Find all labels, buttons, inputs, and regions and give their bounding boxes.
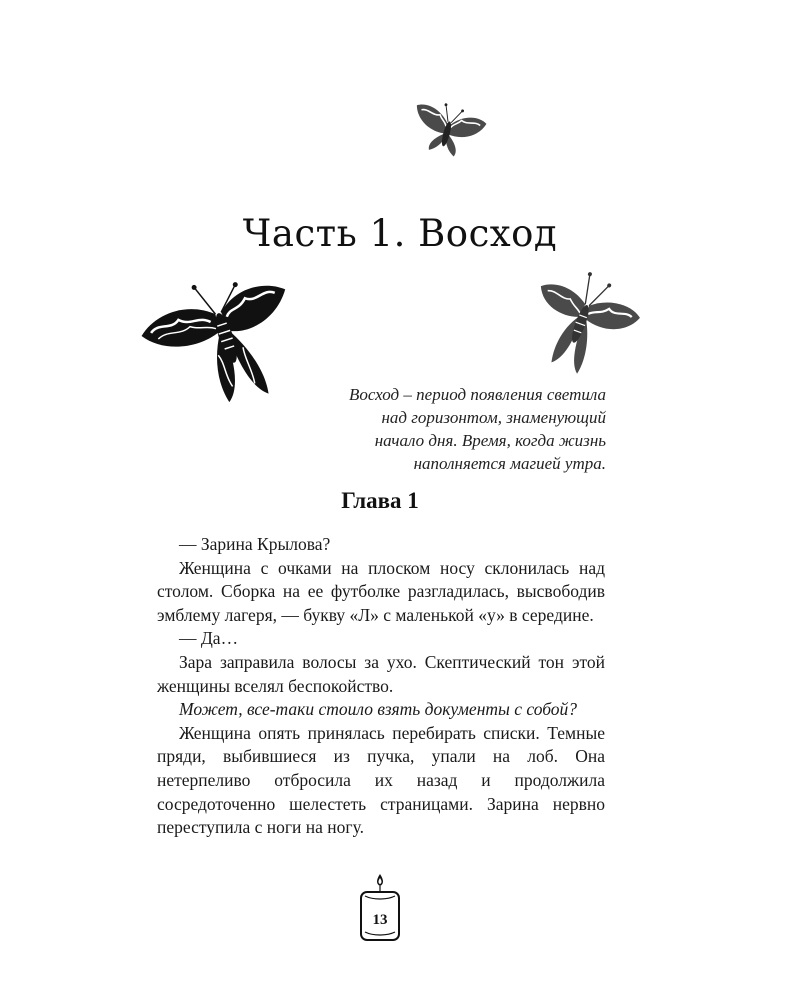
moth-right-icon (520, 262, 642, 382)
paragraph: Зара заправила волосы за ухо. Скептический тон этой женщины вселял беспокойство. (157, 651, 605, 696)
chapter-title: Глава 1 (341, 488, 419, 513)
part-title: Часть 1. Восход (242, 212, 558, 255)
paragraph: Женщина опять принялась перебирать списки. Темные пряди, выбившиеся из пучка, упали на лоб. Она нетерпеливо отбросила их назад и продолжила сосредоточенно шелестеть страницами. Зарина нервно переступила с ноги на ногу. (157, 722, 605, 838)
epigraph-line: наполняется магией утра. (413, 454, 606, 473)
epigraph-line: Восход – период появления светила (348, 385, 606, 404)
paragraph: — Да… (179, 628, 239, 649)
moth-left-icon (140, 262, 302, 412)
paragraph: Женщина с очками на плоском носу склонилась над столом. Сборка на ее футболке разгладилась, высвободив эмблему лагеря, — букву «Л» с маленькой «у» в середине. (157, 557, 605, 625)
candle-icon (357, 872, 403, 944)
page-number: 13 (372, 912, 388, 928)
epigraph-line: начало дня. Время, когда жизнь (374, 431, 606, 450)
moth-top-icon (405, 90, 490, 170)
body-text (157, 533, 605, 840)
epigraph (330, 383, 606, 475)
paragraph: — Зарина Крылова? (179, 534, 331, 554)
epigraph-line: над горизонтом, знаменующий (381, 408, 606, 427)
paragraph-italic: Может, все-таки стоило взять документы с собой? (179, 699, 578, 720)
